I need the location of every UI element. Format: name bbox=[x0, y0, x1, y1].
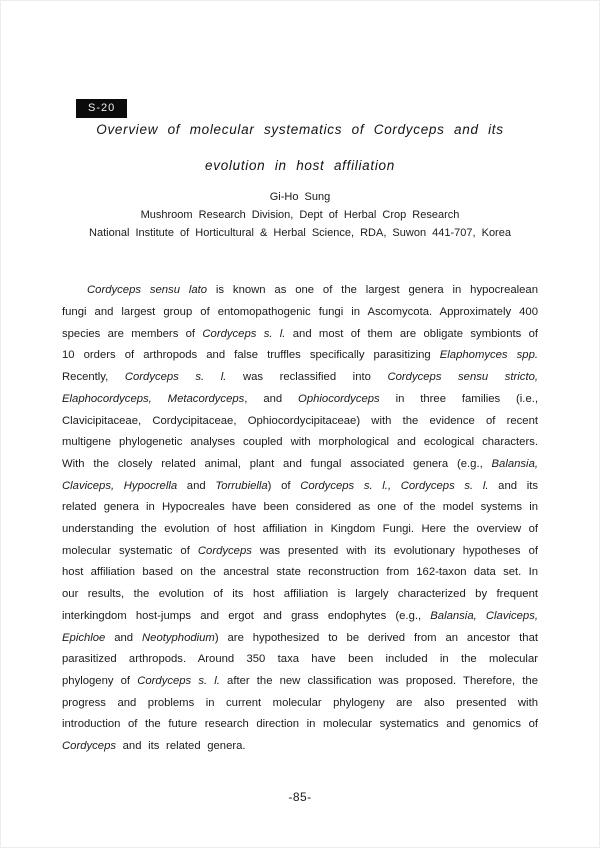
paper-title bbox=[0, 122, 600, 173]
abstract-paragraph: Cordyceps sensu lato is known as one of the largest genera in hypocrealean fungi and largest group of entomopathogenic fungi in Ascomycota. Approximately 400 species are members of Cordyceps s. l. and most of them are obligate symbionts of 10 orders of arthropods and false truffles specifically parasitizing Elaphomyces spp. Recently, Cordyceps s. l. was reclassified into Cordyceps sensu stricto, Elaphocordyceps, Metacordyceps, and Ophiocordyceps in three families (i.e., Clavicipitaceae, Cordycipitaceae, Ophiocordycipitaceae) with the evidence of recent multigene phylogenetic analyses coupled with morphological and ecological characters. With the closely related animal, plant and fungal associated genera (e.g., Balansia, Claviceps, Hypocrella and Torrubiella) of Cordyceps s. l., Cordyceps s. l. and its related genera in Hypocreales have been considered as one of the model systems in understanding the evolution of host affiliation in Kingdom Fungi. Here the overview of molecular systematic of Cordyceps was presented with its evolutionary hypotheses of host affiliation based on the ancestral state reconstruction from 162-taxon data set. In our results, the evolution of its host affiliation is largely characterized by frequent interkingdom host-jumps and ergot and grass endophytes (e.g., Balansia, Claviceps, Epichloe and Neotyphodium) are hypothesized to be derived from an ancestor that parasitized arthropods. Around 350 taxa have been included in the molecular phylogeny of Cordyceps s. l. after the new classification was proposed. Therefore, the progress and problems in current molecular phylogeny are also presented with introduction of the future research direction in molecular systematics and genomics of Cordyceps and its related genera. bbox=[62, 284, 539, 753]
paper-title-line-1: Overview of molecular systematics of Cordyceps and its bbox=[96, 122, 504, 137]
affiliation-line-2: National Institute of Horticultural & Herbal Science, RDA, Suwon 441-707, Korea bbox=[89, 227, 511, 239]
page-number: -85- bbox=[288, 790, 312, 804]
affiliation-line-1: Mushroom Research Division, Dept of Herbal Crop Research bbox=[140, 209, 460, 221]
paper-title-line-2: evolution in host affiliation bbox=[205, 158, 395, 173]
byline-block bbox=[0, 188, 600, 242]
session-badge: S-20 bbox=[76, 99, 127, 118]
author-name: Gi-Ho Sung bbox=[269, 191, 331, 203]
